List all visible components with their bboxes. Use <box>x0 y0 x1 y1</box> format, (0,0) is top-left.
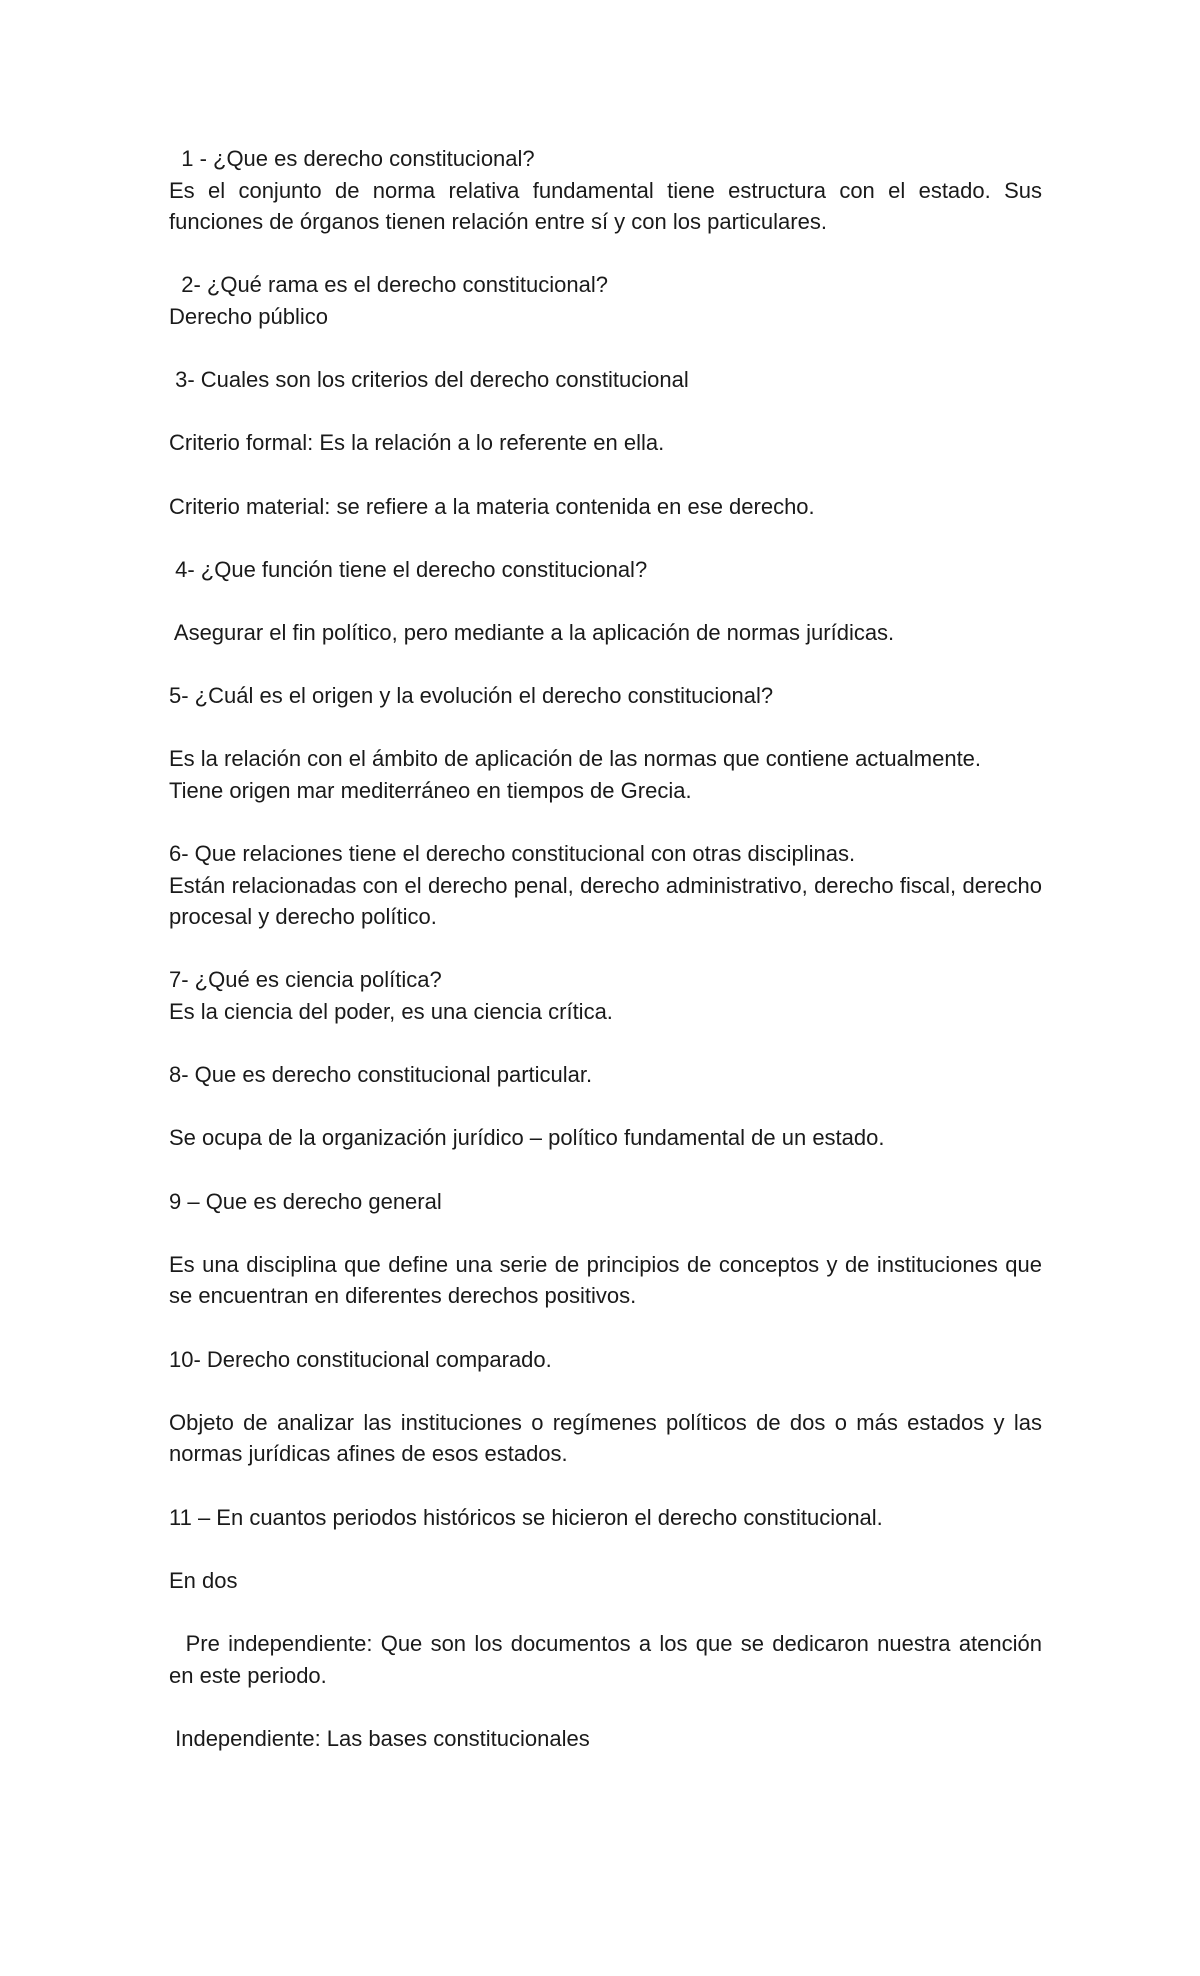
answer-11: En dos <box>169 1567 238 1593</box>
spacer <box>169 712 1042 744</box>
spacer <box>169 1691 1042 1723</box>
spacer <box>169 1312 1042 1344</box>
answer-8: Se ocupa de la organización jurídico – político fundamental de un estado. <box>169 1125 885 1151</box>
spacer <box>169 1470 1042 1502</box>
spacer <box>169 1091 1042 1123</box>
spacer <box>169 522 1042 554</box>
spacer <box>169 396 1042 428</box>
question-10: 10- Derecho constitucional comparado. <box>169 1346 552 1372</box>
spacer <box>169 1028 1042 1060</box>
question-8: 8- Que es derecho constitucional particular. <box>169 1062 593 1088</box>
spacer <box>169 459 1042 491</box>
question-5: 5- ¿Cuál es el origen y la evolución el derecho constitucional? <box>169 683 774 709</box>
answer-1: Es el conjunto de norma relativa fundamental tiene estructura con el estado. Sus funciones de órganos tienen relación entre sí y con los particulares. <box>169 177 1042 235</box>
answer-4: Asegurar el fin político, pero mediante a la aplicación de normas jurídicas. <box>169 619 895 645</box>
answer-5-line-2: Tiene origen mar mediterráneo en tiempos de Grecia. <box>169 777 692 803</box>
question-2: 2- ¿Qué rama es el derecho constitucional? <box>169 272 609 298</box>
spacer <box>169 1596 1042 1628</box>
spacer <box>169 333 1042 365</box>
question-3: 3- Cuales son los criterios del derecho constitucional <box>169 367 689 393</box>
answer-9: Es una disciplina que define una serie de principios de conceptos y de instituciones que se encuentran en diferentes derechos positivos. <box>169 1251 1042 1309</box>
spacer <box>169 649 1042 681</box>
answer-5-line-1: Es la relación con el ámbito de aplicación de las normas que contiene actualmente. <box>169 746 982 772</box>
question-9: 9 – Que es derecho general <box>169 1188 442 1214</box>
question-1: 1 - ¿Que es derecho constitucional? <box>169 146 535 171</box>
question-4: 4- ¿Que función tiene el derecho constitucional? <box>169 556 648 582</box>
spacer <box>169 1533 1042 1565</box>
spacer <box>169 1217 1042 1249</box>
answer-11-pre-independiente: Pre independiente: Que son los documentos a los que se dedicaron nuestra atención en este periodo. <box>169 1630 1049 1688</box>
spacer <box>169 806 1042 838</box>
question-6: 6- Que relaciones tiene el derecho constitucional con otras disciplinas. <box>169 841 856 867</box>
answer-3-formal: Criterio formal: Es la relación a lo referente en ella. <box>169 430 665 456</box>
spacer <box>169 238 1042 270</box>
question-11: 11 – En cuantos periodos históricos se hicieron el derecho constitucional. <box>169 1504 883 1530</box>
answer-2: Derecho público <box>169 303 328 329</box>
answer-6: Están relacionadas con el derecho penal, derecho administrativo, derecho fiscal, derecho procesal y derecho político. <box>169 872 1042 930</box>
spacer <box>169 1154 1042 1186</box>
spacer <box>169 585 1042 617</box>
spacer <box>169 1375 1042 1407</box>
answer-3-material: Criterio material: se refiere a la materia contenida en ese derecho. <box>169 493 815 519</box>
answer-10: Objeto de analizar las instituciones o regímenes políticos de dos o más estados y las normas jurídicas afines de esos estados. <box>169 1409 1042 1467</box>
answer-7: Es la ciencia del poder, es una ciencia crítica. <box>169 999 613 1025</box>
answer-11-independiente: Independiente: Las bases constitucionales <box>169 1725 590 1751</box>
document-body <box>169 143 1049 1754</box>
spacer <box>169 933 1042 965</box>
question-7: 7- ¿Qué es ciencia política? <box>169 967 442 993</box>
